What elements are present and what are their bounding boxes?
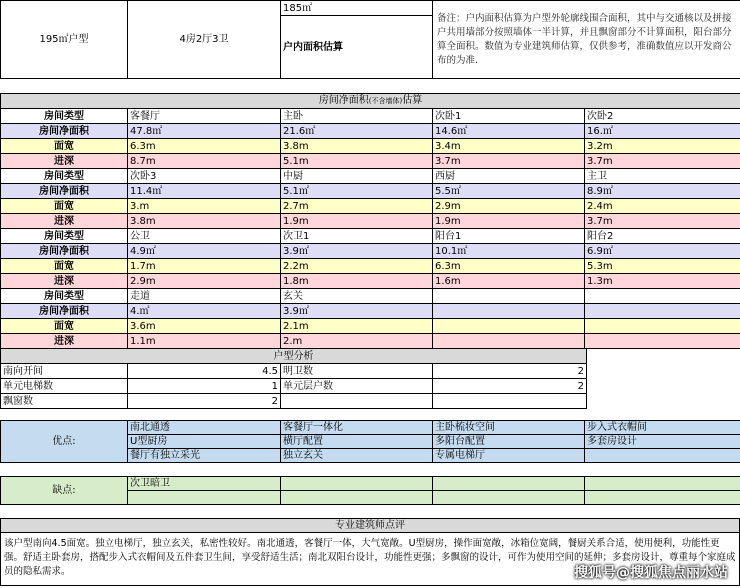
room-row-width (1, 139, 740, 154)
analysis-value2 (433, 394, 587, 409)
room-cell-depth (585, 334, 740, 349)
room-cell-width: 3.6m (128, 319, 281, 334)
room-cell-width: 5.3m (585, 259, 740, 274)
row-label-width: 面宽 (1, 259, 128, 274)
room-cell-depth: 5.1m (281, 154, 433, 169)
room-cell-type: 中厨 (281, 169, 433, 184)
room-row-area (1, 244, 740, 259)
row-label-area: 房间净面积 (1, 244, 128, 259)
analysis-row (1, 364, 587, 379)
cons-table (0, 476, 740, 505)
room-row-type (1, 109, 740, 124)
room-cell-depth: 3.7m (585, 214, 740, 229)
analysis-label2: 单元层户数 (281, 379, 433, 394)
analysis-value2: 2 (433, 379, 587, 394)
pros-item: 专属电梯厅 (433, 449, 585, 463)
cons-item (585, 477, 740, 491)
cons-row (1, 477, 740, 491)
pros-item: 步入式衣帽间 (585, 421, 740, 435)
room-cell-type: 次卧2 (585, 109, 740, 124)
room-cell-width (433, 319, 585, 334)
pros-item: U型厨房 (128, 435, 281, 449)
row-label-depth: 进深 (1, 274, 128, 289)
row-label-type: 房间类型 (1, 289, 128, 304)
room-cell-depth: 1.8m (281, 274, 433, 289)
room-cell-area: 6.9㎡ (585, 244, 740, 259)
pros-item: 横厅配置 (281, 435, 433, 449)
room-cell-area: 11.4㎡ (128, 184, 281, 199)
room-cell-type: 主卫 (585, 169, 740, 184)
room-cell-width: 3.4m (433, 139, 585, 154)
room-row-type (1, 289, 740, 304)
room-cell-depth: 2.9m (128, 274, 281, 289)
room-cell-depth: 1.6m (433, 274, 585, 289)
room-cell-depth: 3.7m (585, 154, 740, 169)
room-cell-width: 2.4m (585, 199, 740, 214)
room-cell-area (585, 304, 740, 319)
pros-item: 多套房设计 (585, 435, 740, 449)
room-cell-area: 4.9㎡ (128, 244, 281, 259)
room-cell-type: 玄关 (281, 289, 433, 304)
room-cell-area: 5.5㎡ (433, 184, 585, 199)
room-cell-area: 10.1㎡ (433, 244, 585, 259)
room-cell-area: 21.6㎡ (281, 124, 433, 139)
room-cell-depth (433, 334, 585, 349)
row-label-area: 房间净面积 (1, 124, 128, 139)
row-label-width: 面宽 (1, 199, 128, 214)
room-cell-width (585, 319, 740, 334)
room-row-area (1, 124, 740, 139)
pros-item: 南北通透 (128, 421, 281, 435)
row-label-type: 房间类型 (1, 229, 128, 244)
room-cell-width: 2.7m (281, 199, 433, 214)
room-cell-depth: 1.3m (585, 274, 740, 289)
room-cell-type: 主卧 (281, 109, 433, 124)
cons-item (281, 491, 433, 505)
analysis-value1: 4.5 (128, 364, 281, 379)
room-cell-type: 西厨 (433, 169, 585, 184)
row-label-type: 房间类型 (1, 109, 128, 124)
pros-item: 独立玄关 (281, 449, 433, 463)
room-cell-width: 2.1m (281, 319, 433, 334)
pros-item: 客餐厅一体化 (281, 421, 433, 435)
analysis-row (1, 394, 587, 409)
room-cell-width: 3.8m (281, 139, 433, 154)
room-row-depth (1, 334, 740, 349)
pros-item: 主卧梳妆空间 (433, 421, 585, 435)
row-label-area: 房间净面积 (1, 304, 128, 319)
analysis-label1: 飘窗数 (1, 394, 128, 409)
analysis-value1: 1 (128, 379, 281, 394)
room-cell-width: 3.2m (585, 139, 740, 154)
row-label-area: 房间净面积 (1, 184, 128, 199)
analysis-label1: 单元电梯数 (1, 379, 128, 394)
room-cell-area: 14.6㎡ (433, 124, 585, 139)
room-cell-depth: 3.8m (128, 214, 281, 229)
room-cell-area: 47.8㎡ (128, 124, 281, 139)
room-cell-area: 16.㎡ (585, 124, 740, 139)
summary-table (0, 0, 740, 79)
pros-row (1, 421, 740, 435)
room-cell-width: 1.7m (128, 259, 281, 274)
analysis-row (1, 379, 587, 394)
room-cell-area (433, 304, 585, 319)
room-cell-depth: 1.9m (433, 214, 585, 229)
row-label-depth: 进深 (1, 154, 128, 169)
cons-item (585, 491, 740, 505)
analysis-label1: 南向开间 (1, 364, 128, 379)
room-cell-type: 次卧3 (128, 169, 281, 184)
room-cell-depth: 3.7m (433, 154, 585, 169)
room-cell-depth: 8.7m (128, 154, 281, 169)
review-text: 该户型南向4.5面宽。独立电梯厅，独立玄关，私密性较好。南北通透，客餐厅一体，大气宽敞。U型厨房，操作面宽敞，冰箱位宽阔，餐厨关系合适，使用便利，功能性更强。舒适主卧套房，搭配步入式衣帽间及五件套卫生间，享受舒适生活；南北双阳台设计，功能性更强；多飘窗的设计，可作为使用空间的延伸；多套房设计，尊重每个家庭成员的隐私需求。 (0, 533, 740, 586)
room-cell-width: 6.3m (433, 259, 585, 274)
analysis-value1: 2 (128, 394, 281, 409)
review-title: 专业建筑师点评 (0, 518, 740, 533)
pros-item: 餐厅有独立采光 (128, 449, 281, 463)
cons-label: 缺点: (1, 477, 128, 505)
note-text: 备注：户内面积估算为户型外轮廓线围合面积，其中与交通核以及拼接户共用墙部分按照墙体一半计算，并且飘窗部分不计算面积，阳台部分算全面积。数值为专业建筑师估算，仅供参考，准确数值应以开发商公布的为准. (433, 1, 740, 79)
room-row-width (1, 259, 740, 274)
room-cell-type (433, 289, 585, 304)
room-cell-type: 阳台2 (585, 229, 740, 244)
room-row-depth (1, 214, 740, 229)
pros-table (0, 420, 740, 463)
cons-item (128, 491, 281, 505)
room-cell-width: 2.2m (281, 259, 433, 274)
room-cell-type (585, 289, 740, 304)
pros-item: 多阳台配置 (433, 435, 585, 449)
cons-item (281, 477, 433, 491)
room-cell-type: 次卧1 (433, 109, 585, 124)
room-row-width (1, 319, 740, 334)
room-row-depth (1, 154, 740, 169)
room-cell-area: 3.9㎡ (281, 244, 433, 259)
room-cell-width: 6.3m (128, 139, 281, 154)
room-row-type (1, 169, 740, 184)
room-cell-area: 4.㎡ (128, 304, 281, 319)
analysis-value2: 2 (433, 364, 587, 379)
room-cell-type: 公卫 (128, 229, 281, 244)
room-cell-width: 3.m (128, 199, 281, 214)
room-cell-type: 客餐厅 (128, 109, 281, 124)
area-value: 185㎡ (281, 1, 433, 16)
room-cell-area: 8.9㎡ (585, 184, 740, 199)
room-row-area (1, 184, 740, 199)
room-area-table (0, 93, 740, 349)
pros-label: 优点: (1, 421, 128, 463)
cons-item (433, 491, 585, 505)
analysis-label2: 明卫数 (281, 364, 433, 379)
analysis-label2 (281, 394, 433, 409)
room-row-type (1, 229, 740, 244)
room-cell-type: 次卫1 (281, 229, 433, 244)
room-cell-area: 3.9㎡ (281, 304, 433, 319)
pros-item (585, 449, 740, 463)
room-row-area (1, 304, 740, 319)
row-label-width: 面宽 (1, 319, 128, 334)
row-label-depth: 进深 (1, 334, 128, 349)
row-label-depth: 进深 (1, 214, 128, 229)
room-cell-type: 阳台1 (433, 229, 585, 244)
unit-type: 195㎡户型 (1, 1, 128, 79)
room-table-title: 房间净面积(不含墙体)估算 (1, 94, 740, 109)
area-label: 户内面积估算 (281, 16, 433, 79)
layout-analysis-table (0, 348, 587, 409)
watermark: 搜狐号@搜狐焦点丽水站 (574, 565, 728, 581)
cons-item (433, 477, 585, 491)
cons-item: 次卫暗卫 (128, 477, 281, 491)
room-cell-depth: 1.9m (281, 214, 433, 229)
room-cell-depth: 2.m (281, 334, 433, 349)
row-label-type: 房间类型 (1, 169, 128, 184)
room-row-depth (1, 274, 740, 289)
room-cell-width: 2.9m (433, 199, 585, 214)
room-cell-area: 5.1㎡ (281, 184, 433, 199)
analysis-title: 户型分析 (1, 349, 587, 364)
room-layout: 4房2厅3卫 (128, 1, 281, 79)
room-cell-type: 走道 (128, 289, 281, 304)
row-label-width: 面宽 (1, 139, 128, 154)
room-cell-depth: 1.1m (128, 334, 281, 349)
room-row-width (1, 199, 740, 214)
